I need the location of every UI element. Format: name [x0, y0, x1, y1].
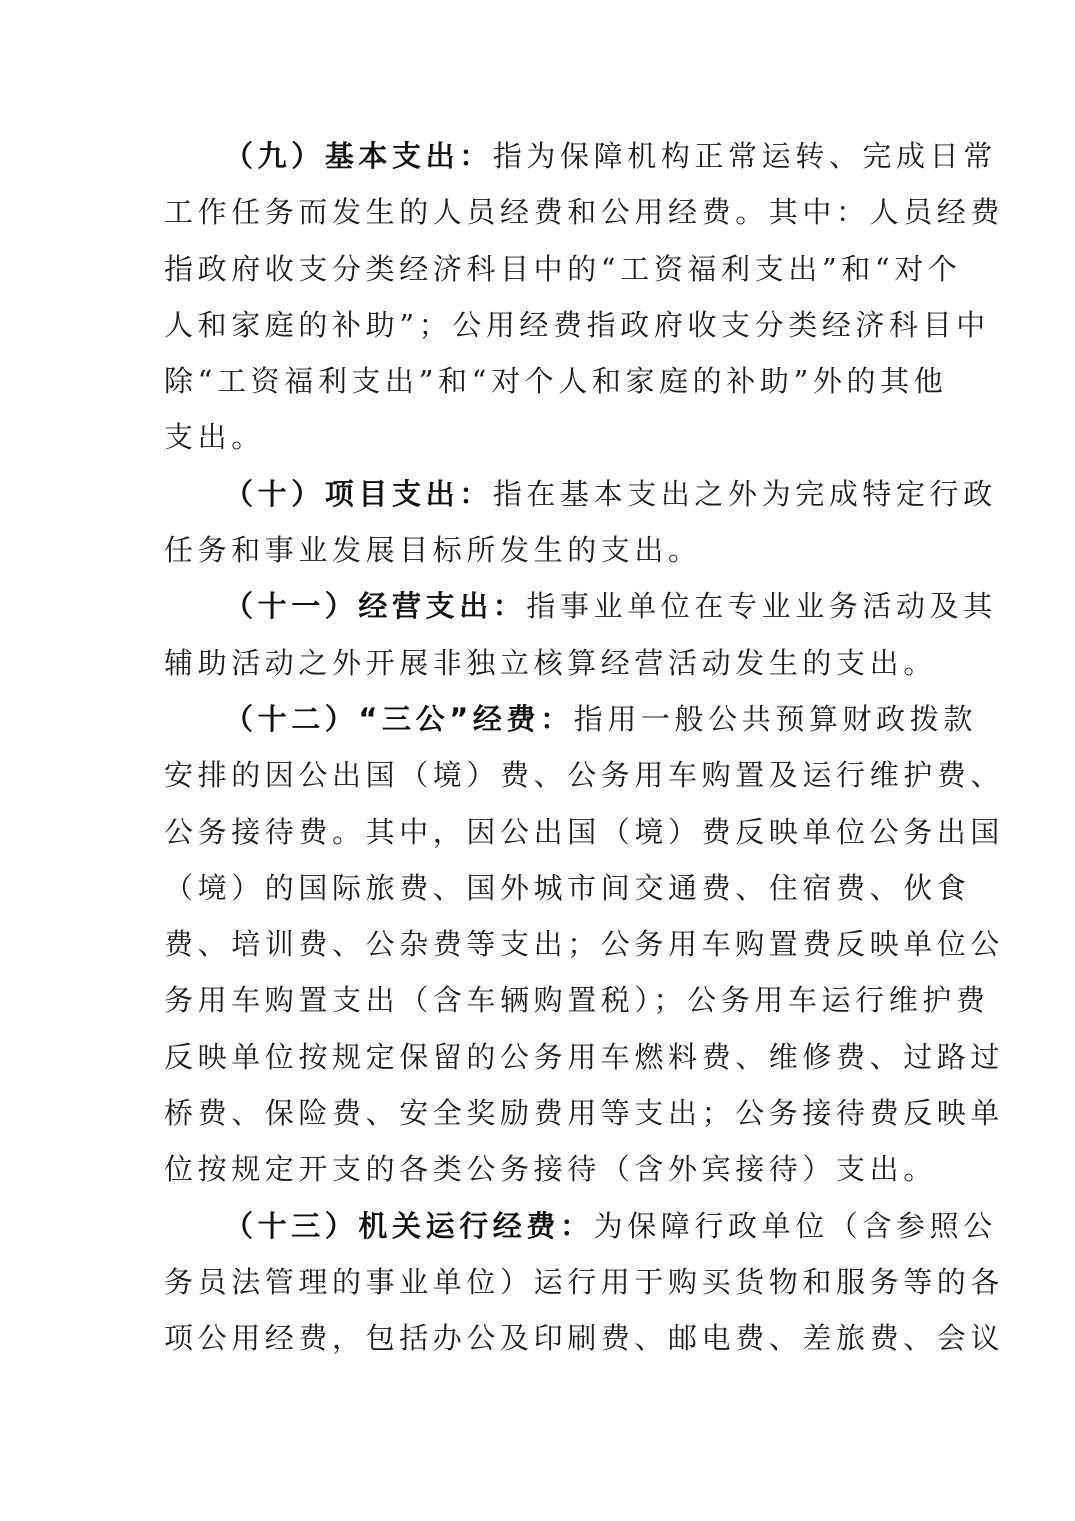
- paragraph-operating-expenditure: [164, 578, 997, 691]
- paragraph-line: 费、培训费、公杂费等支出；公务用车购置费反映单位公: [164, 927, 1005, 962]
- term-heading: （十一）经营支出：: [224, 589, 527, 624]
- paragraph-line: 项公用经费，包括办公及印刷费、邮电费、差旅费、会议: [164, 1321, 1005, 1356]
- paragraph-line: 人和家庭的补助”；公用经费指政府收支分类经济科目中: [164, 307, 990, 342]
- paragraph-line: 公务接待费。其中，因公出国（境）费反映单位公务出国: [164, 814, 1005, 849]
- paragraph-line: 除“工资福利支出”和“对个人和家庭的补助”外的其他: [164, 364, 948, 399]
- paragraph-line: 反映单位按规定保留的公务用车燃料费、维修费、过路过: [164, 1039, 1005, 1074]
- paragraph-line: 支出。: [164, 420, 265, 455]
- paragraph-line: [224, 1198, 997, 1254]
- paragraph-project-expenditure: [164, 466, 997, 579]
- paragraph-text: 指在基本支出之外为完成特定行政: [492, 476, 997, 511]
- paragraph-text: 为保障行政单位（含参照公: [593, 1208, 997, 1243]
- paragraph-line: 任务和事业发展目标所发生的支出。: [164, 533, 702, 568]
- paragraph-line: 务用车购置支出（含车辆购置税）；公务用车运行维护费: [164, 983, 990, 1018]
- paragraph-text: 指事业单位在专业业务活动及其: [526, 589, 997, 624]
- paragraph-line: 安排的因公出国（境）费、公务用车购置及运行维护费、: [164, 758, 1005, 793]
- paragraph-basic-expenditure: [164, 128, 1005, 466]
- paragraph-three-public-funds: [164, 691, 1005, 1198]
- paragraph-line: 桥费、保险费、安全奖励费用等支出；公务接待费反映单: [164, 1096, 1005, 1131]
- term-heading: （十）项目支出：: [224, 476, 493, 511]
- paragraph-line: [224, 466, 997, 522]
- paragraph-line: 工作任务而发生的人员经费和公用经费。其中：人员经费: [164, 195, 1005, 230]
- term-heading: （十二）“三公”经费：: [224, 701, 574, 736]
- paragraph-line: [224, 691, 977, 747]
- term-heading: （十三）机关运行经费：: [224, 1208, 594, 1243]
- paragraph-line: [224, 128, 997, 184]
- paragraph-text: 指用一般公共预算财政拨款: [573, 701, 977, 736]
- paragraph-line: 指政府收支分类经济科目中的“工资福利支出”和“对个: [164, 251, 962, 286]
- paragraph-agency-operating-funds: [164, 1198, 1005, 1367]
- paragraph-line: 辅助活动之外开展非独立核算经营活动发生的支出。: [164, 645, 937, 680]
- paragraph-line: [224, 578, 997, 634]
- paragraph-line: 务员法管理的事业单位）运行用于购买货物和服务等的各: [164, 1264, 1005, 1299]
- paragraph-line: （境）的国际旅费、国外城市间交通费、住宿费、伙食: [164, 870, 971, 905]
- paragraph-text: 指为保障机构正常运转、完成日常: [492, 139, 997, 173]
- paragraph-line: 位按规定开支的各类公务接待（含外宾接待）支出。: [164, 1152, 937, 1187]
- document-body: [164, 128, 1005, 1367]
- term-heading: （九）基本支出：: [224, 139, 493, 173]
